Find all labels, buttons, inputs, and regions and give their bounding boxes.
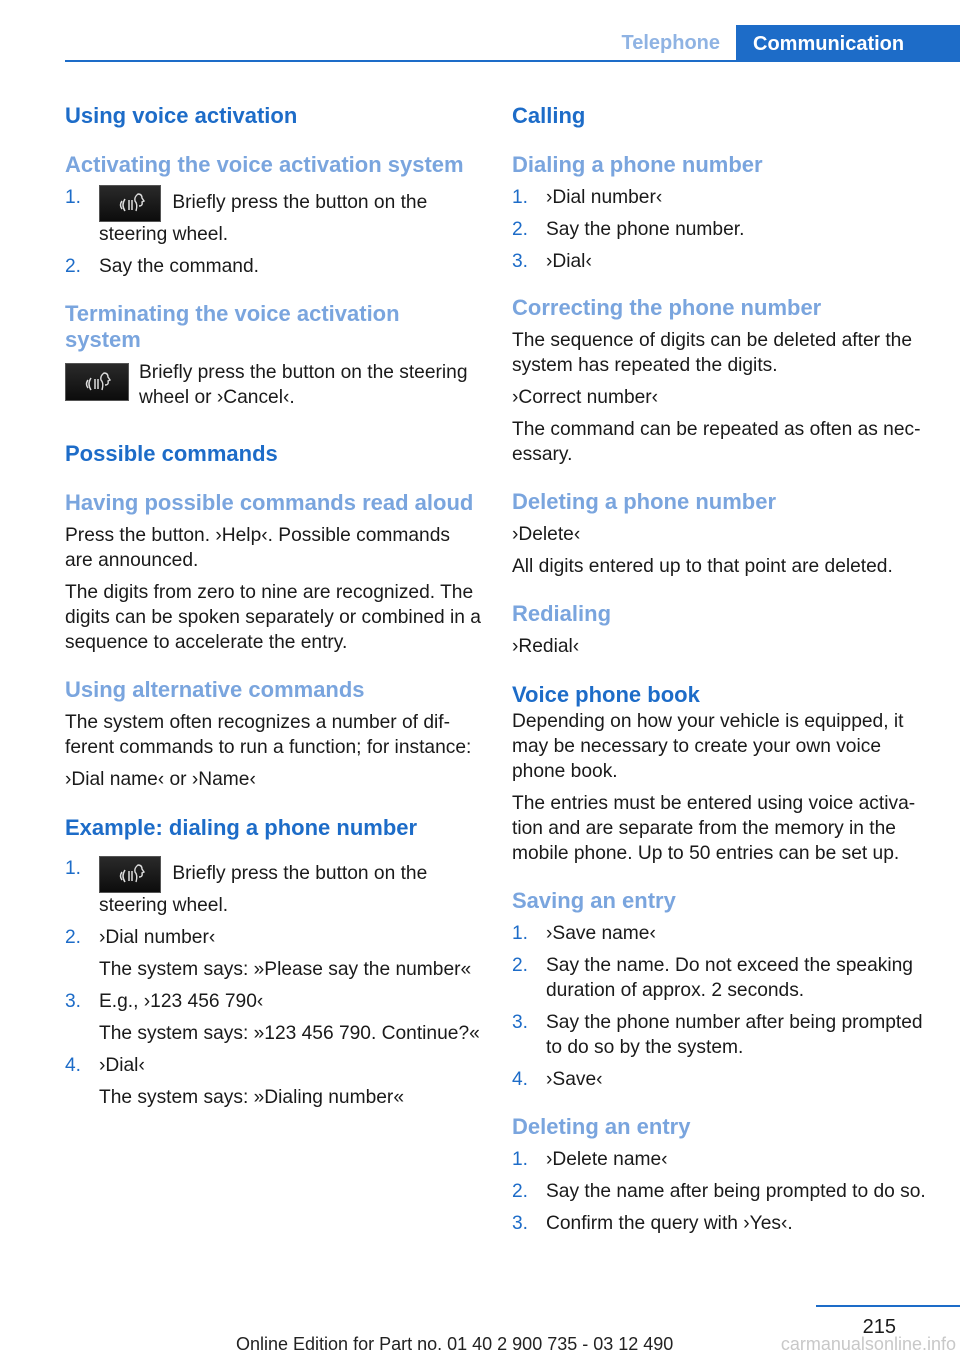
saving-steps [512,921,928,1092]
list-item [65,989,481,1046]
list-item [65,185,481,247]
list-item [512,1179,928,1204]
voice-activation-button-icon [99,856,161,893]
example-steps [65,856,481,1110]
heading-dialing-number: Dialing a phone number [512,152,763,177]
step-number: 4. [65,1055,82,1076]
edition-footer: Online Edition for Part no. 01 40 2 900 735 - 03 12 490 [236,1334,674,1354]
paragraph: ›Dial name‹ or ›Name‹ [65,769,256,790]
heading-possible-commands: Possible commands [65,441,278,466]
step-number: 2. [512,219,529,240]
page-number-rule [816,1305,960,1307]
step-text: ›Dial‹ [546,251,592,272]
heading-activating: Activating the voice activation system [65,152,464,177]
paragraph: All digits entered up to that point are deleted. [512,556,893,577]
list-item [512,1067,928,1092]
right-column [512,100,928,1243]
paragraph: The entries must be entered using voice activation and are separate from the memory in the mobile phone. Up to 50 entries can be set up. [512,793,916,864]
heading-deleting-entry: Deleting an entry [512,1114,691,1139]
left-column [65,100,481,1117]
list-item [512,185,928,210]
list-item [512,1211,928,1236]
step-result: The system says: »Dialing number« [99,1087,404,1108]
heading-redialing: Redialing [512,601,612,626]
step-text: E.g., ›123 456 790‹ [99,991,264,1012]
deleting-entry-steps [512,1147,928,1236]
step-result: The system says: »Please say the number« [99,959,472,980]
paragraph: Press the button. ›Help‹. Possible commands are announced. [65,525,450,571]
step-text: ›Dial number‹ [546,187,663,208]
paragraph: ›Delete‹ [512,524,581,545]
step-text: ›Dial‹ [99,1055,145,1076]
step-number: 1. [512,1149,529,1170]
step-number: 3. [65,991,82,1012]
list-item [65,1053,481,1110]
dialing-steps [512,185,928,274]
heading-calling: Calling [512,103,586,128]
heading-example-dialing: Example: dialing a phone number [65,815,418,840]
step-number: 1. [65,187,82,208]
heading-voice-phone-book: Voice phone book [512,682,700,707]
list-item [65,925,481,982]
running-header-chapter: Communication [736,25,960,61]
heading-deleting-number: Deleting a phone number [512,489,777,514]
step-number: 2. [512,955,529,976]
running-header-section: Telephone [621,32,720,54]
header-rule [65,60,960,62]
step-text: Say the name. Do not exceed the speaking duration of approx. 2 seconds. [546,955,913,1001]
step-text: ›Delete name‹ [546,1149,668,1170]
list-item [512,1010,928,1060]
list-item [512,953,928,1003]
heading-alternative-commands: Using alternative commands [65,677,365,702]
terminating-text: Briefly press the button on the steering wheel or ›Cancel‹. [139,362,468,408]
step-text: Confirm the query with ›Yes‹. [546,1213,793,1234]
list-item [512,249,928,274]
step-number: 4. [512,1069,529,1090]
step-text: Say the phone number after being prompted to do so by the system. [546,1012,923,1058]
step-number: 3. [512,1012,529,1033]
step-number: 1. [65,858,82,879]
paragraph: The digits from zero to nine are recognized. The digits can be spoken separately or combined in a sequence to accelerate the entry. [65,582,481,653]
heading-terminating: Terminating the voice activation system [65,301,400,352]
activating-steps [65,185,481,279]
step-number: 2. [65,927,82,948]
paragraph: Depending on how your vehicle is equipped, it may be necessary to create your own voice phone book. [512,711,904,782]
heading-correcting: Correcting the phone number [512,295,822,320]
voice-activation-button-icon [99,185,161,222]
step-text: Briefly press the button on the steering wheel. [99,192,428,245]
paragraph: The command can be repeated as often as necessary. [512,419,921,465]
step-text: ›Save‹ [546,1069,603,1090]
step-text: Say the phone number. [546,219,745,240]
list-item [512,1147,928,1172]
step-result: The system says: »123 456 790. Continue?« [99,1023,480,1044]
paragraph: The sequence of digits can be deleted after the system has repeated the digits. [512,330,913,376]
step-number: 1. [512,187,529,208]
step-text: Briefly press the button on the steering wheel. [99,863,428,916]
list-item [65,856,481,918]
list-item [65,254,481,279]
paragraph: ›Redial‹ [512,636,580,657]
watermark: carmanualsonline.info [780,1334,956,1354]
paragraph: The system often recognizes a number of different commands to run a function; for instance: [65,712,472,758]
terminating-block [65,360,481,410]
step-text: ›Dial number‹ [99,927,216,948]
voice-activation-button-icon [65,363,129,401]
step-number: 3. [512,1213,529,1234]
heading-using-voice-activation: Using voice activation [65,103,298,128]
step-text: Say the command. [99,256,259,277]
heading-read-aloud: Having possible commands read aloud [65,490,474,515]
step-number: 2. [65,256,82,277]
step-text: ›Save name‹ [546,923,656,944]
step-number: 1. [512,923,529,944]
step-number: 3. [512,251,529,272]
paragraph: ›Correct number‹ [512,387,659,408]
list-item [512,921,928,946]
step-number: 2. [512,1181,529,1202]
list-item [512,217,928,242]
heading-saving-entry: Saving an entry [512,888,676,913]
step-text: Say the name after being prompted to do so. [546,1181,926,1202]
page-number: 215 [862,1316,896,1338]
